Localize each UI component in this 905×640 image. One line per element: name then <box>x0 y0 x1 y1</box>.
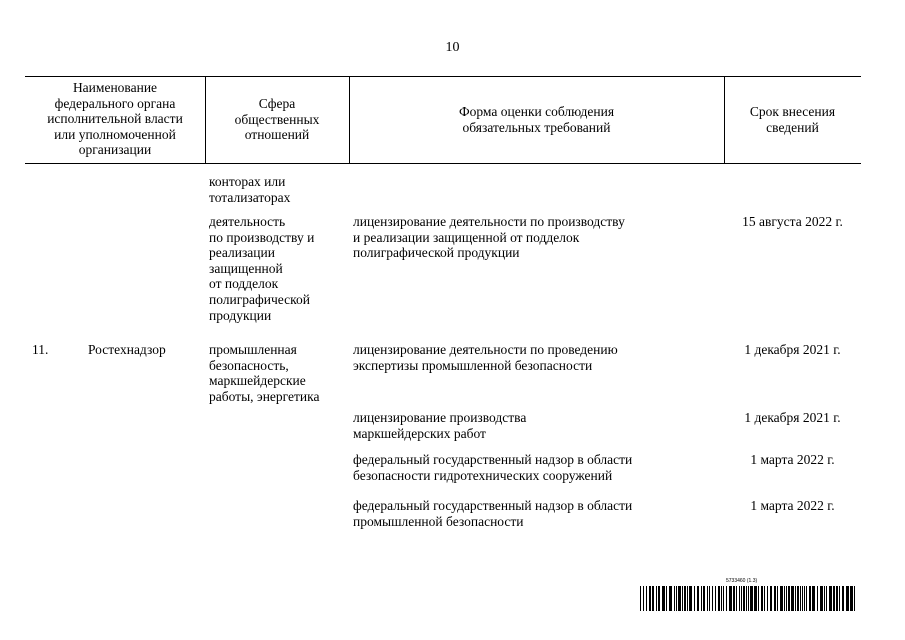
barcode-number: 5733460 (1.3) <box>726 578 758 584</box>
header-sphere <box>205 96 349 143</box>
table-row-form: лицензирование деятельности по производству и реализации защищенной от подделок полиграфической продукции <box>353 214 625 261</box>
table-row-date: 1 декабря 2021 г. <box>744 342 841 357</box>
table-row-date: 1 марта 2022 г. <box>750 498 835 513</box>
table-row-form: лицензирование производства маркшейдерских работ <box>353 410 527 441</box>
row-number: 11. <box>32 342 49 357</box>
header-agency-name-text: Наименование федерального органа исполнительной власти или уполномоченной организации <box>47 80 183 158</box>
agency-name: Ростехнадзор <box>88 342 166 357</box>
table-row-form: лицензирование деятельности по проведению экспертизы промышленной безопасности <box>353 342 618 373</box>
header-agency-name <box>25 80 205 158</box>
table-row-sphere: промышленная безопасность, маркшейдерские работы, энергетика <box>209 342 320 404</box>
table-row-date: 1 марта 2022 г. <box>750 452 835 467</box>
header-submission-date-text: Срок внесения сведений <box>749 104 836 135</box>
table-top-border <box>25 76 861 77</box>
header-submission-date <box>724 104 861 135</box>
header-sphere-text: Сфера общественных отношений <box>234 96 320 143</box>
table-row-sphere: деятельность по производству и реализации защищенной от подделок полиграфической продукции <box>209 214 315 323</box>
table-header-bottom-border <box>25 163 861 164</box>
table-row-form: федеральный государственный надзор в области безопасности гидротехнических сооружений <box>353 452 633 483</box>
table-row-sphere: конторах или тотализаторах <box>209 174 291 205</box>
table-row-form: федеральный государственный надзор в области промышленной безопасности <box>353 498 633 529</box>
table-row-date: 15 августа 2022 г. <box>742 214 843 229</box>
header-assessment-form-text: Форма оценки соблюдения обязательных требований <box>458 104 615 135</box>
header-assessment-form <box>349 104 724 135</box>
page-number: 10 <box>445 40 460 55</box>
barcode-icon <box>640 586 858 611</box>
table-row-date: 1 декабря 2021 г. <box>744 410 841 425</box>
